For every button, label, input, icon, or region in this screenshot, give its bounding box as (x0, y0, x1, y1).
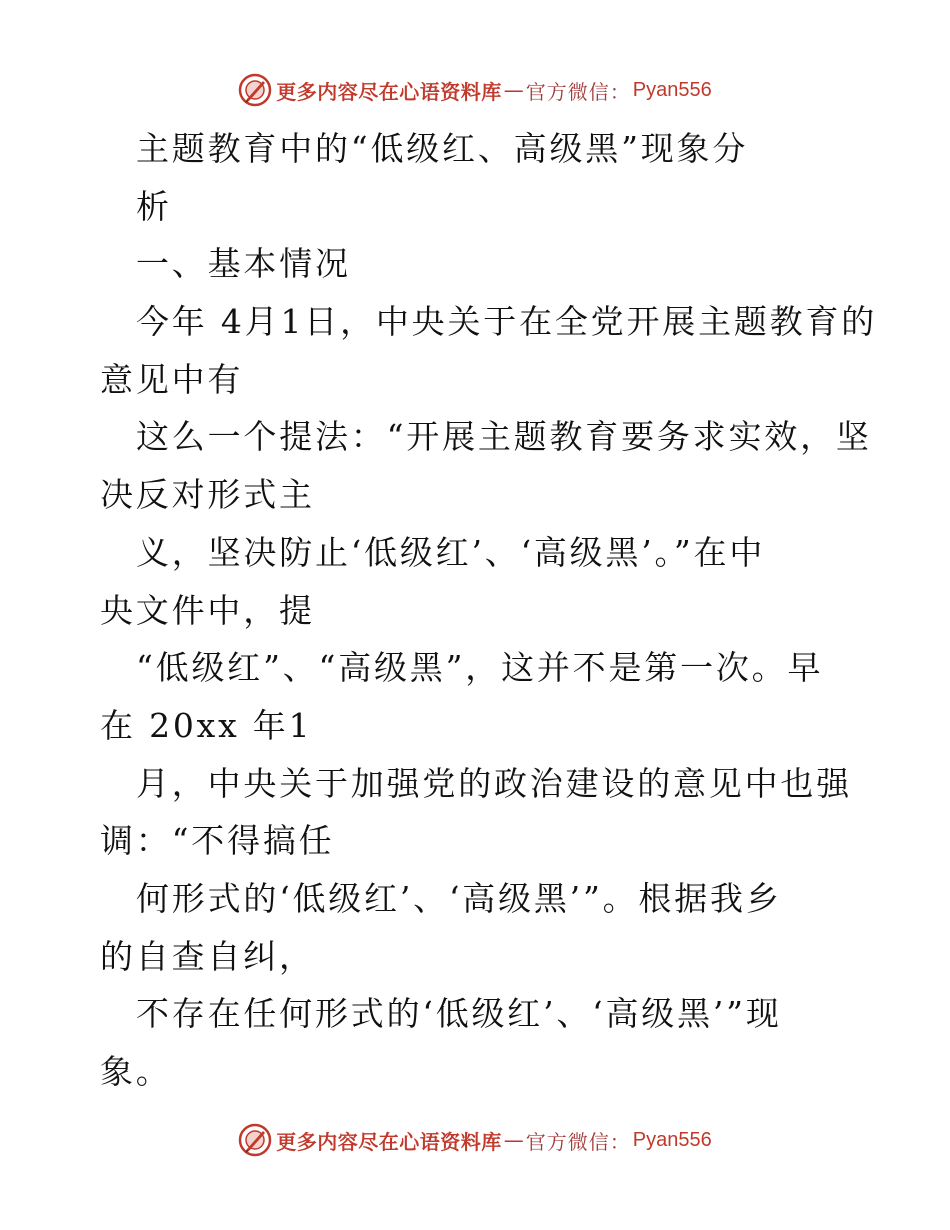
doc-line-2: 析 (136, 186, 172, 226)
doc-line-13: 调：“不得搞任 (100, 821, 335, 861)
banner-dash: — (503, 78, 524, 102)
doc-line-7: 决反对形式主 (100, 475, 315, 515)
banner-wechat-id: Pyan556 (632, 1128, 712, 1151)
doc-line-11: 在 20xx 年1 (100, 705, 313, 745)
doc-line-1: 主题教育中的“低级红、高级黑”现象分 (136, 129, 749, 168)
doc-line-6: 这么一个提法：“开展主题教育要务求实效，坚 (136, 417, 872, 457)
pen-logo-icon (238, 73, 272, 107)
banner-promo-text: 更多内容尽在心语资料库 (276, 79, 502, 104)
banner-wechat-label: 官方微信： (525, 1129, 631, 1154)
doc-line-17: 象。 (100, 1052, 172, 1091)
doc-line-12: 月，中央关于加强党的政治建设的意见中也强 (136, 763, 852, 803)
banner-wechat-id: Pyan556 (632, 78, 712, 101)
pen-logo-icon (238, 1123, 272, 1157)
banner-wechat-label: 官方微信： (525, 79, 631, 104)
doc-line-4: 今年 4月1日，中央关于在全党开展主题教育的 (136, 302, 878, 342)
document-body (100, 120, 878, 1101)
header-banner (0, 70, 950, 110)
doc-line-10: “低级红”、“高级黑”，这并不是第一次。早 (136, 648, 824, 688)
doc-line-5: 意见中有 (100, 359, 244, 399)
doc-line-3: 一、基本情况 (136, 244, 351, 284)
doc-line-16: 不存在任何形式的‘低级红’、‘高级黑’”现 (136, 994, 782, 1034)
banner-promo-text: 更多内容尽在心语资料库 (276, 1129, 502, 1154)
banner-dash: — (503, 1128, 524, 1152)
doc-line-9: 央文件中，提 (100, 590, 315, 630)
doc-line-8: 义，坚决防止‘低级红’、‘高级黑’。”在中 (136, 532, 766, 572)
doc-line-14: 何形式的‘低级红’、‘高级黑’”。根据我乡 (136, 878, 782, 918)
footer-banner (0, 1120, 950, 1160)
doc-line-15: 的自查自纠， (100, 936, 315, 976)
